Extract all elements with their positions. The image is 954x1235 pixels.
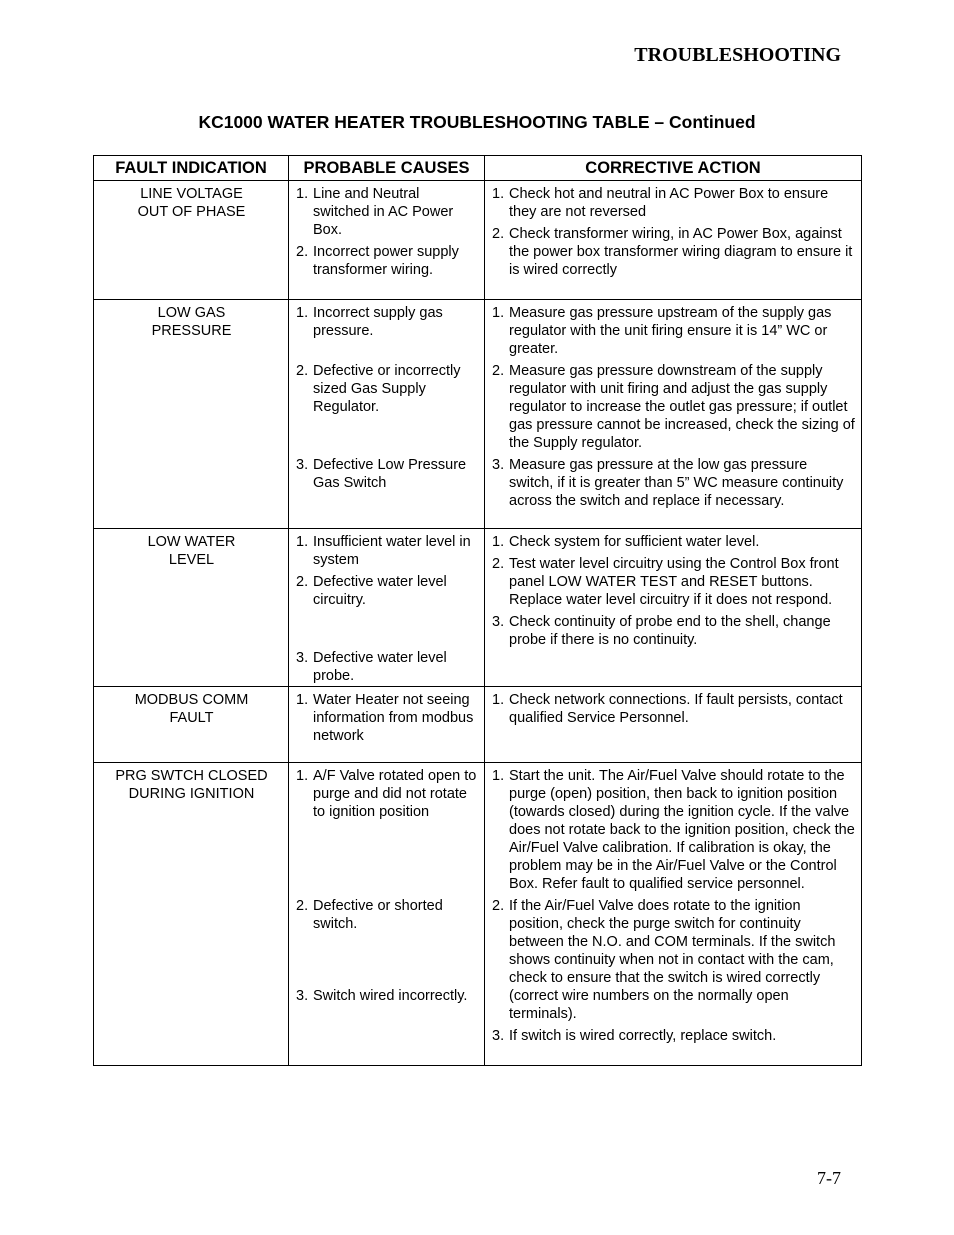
troubleshooting-table — [93, 155, 862, 1066]
fault-line: MODBUS COMM — [134, 692, 249, 708]
fault-line: OUT OF PHASE — [137, 204, 246, 220]
section-title: TROUBLESHOOTING — [634, 44, 841, 66]
column-header-fault: FAULT INDICATION — [94, 156, 289, 181]
action-item: 1. Start the unit. The Air/Fuel Valve should rotate to the purge (open) position, then back to ignition position (towards closed) during the ignition cycle. If the valve does not rotate back to the ignition position, check the Air/Fuel Valve calibration. If calibration is okay, the problem may be in the Air/Fuel Valve or the Control Box. Refer fault to qualified service personnel. — [492, 768, 855, 892]
corrective-action-cell — [485, 300, 862, 529]
action-item: 2. Measure gas pressure downstream of the supply regulator with unit firing and adjust the gas supply regulator to increase the outlet gas pressure; if outlet gas pressure cannot be increased, check the sizing of the Supply regulator. — [492, 363, 855, 451]
cause-item: 1. A/F Valve rotated open to purge and did not rotate to ignition position — [296, 768, 477, 820]
action-item: 3. If switch is wired correctly, replace switch. — [492, 1028, 777, 1044]
cause-item: 1. Line and Neutral switched in AC Power Box. — [296, 186, 454, 238]
table-row — [94, 181, 862, 300]
action-item: 1. Check system for sufficient water level. — [492, 534, 760, 550]
cause-item: 2. Defective water level circuitry. — [296, 574, 447, 608]
table-row — [94, 687, 862, 763]
cause-item: 3. Switch wired incorrectly. — [296, 988, 468, 1004]
action-item: 1. Check hot and neutral in AC Power Box to ensure they are not reversed — [492, 186, 829, 220]
fault-line: FAULT — [169, 710, 214, 726]
fault-line: PRESSURE — [151, 323, 232, 339]
action-item: 2. If the Air/Fuel Valve does rotate to the ignition position, check the purge switch for continuity between the N.O. and COM terminals. If the switch shows continuity when not in contact with the cam, check to ensure that the switch is wired correctly (correct wire numbers on the normally open terminals). — [492, 898, 836, 1022]
fault-indication-cell — [94, 181, 289, 300]
table-title: KC1000 WATER HEATER TROUBLESHOOTING TABLE – Continued — [198, 112, 756, 132]
corrective-action-cell — [485, 181, 862, 300]
fault-line: LINE VOLTAGE — [140, 186, 243, 202]
column-header-action: CORRECTIVE ACTION — [485, 156, 862, 181]
fault-indication-cell — [94, 300, 289, 529]
fault-indication-cell — [94, 687, 289, 763]
fault-line: LOW GAS — [157, 305, 226, 321]
probable-causes-cell — [289, 300, 485, 529]
fault-line: PRG SWTCH CLOSED — [115, 768, 268, 784]
cause-item: 2. Incorrect power supply transformer wiring. — [296, 244, 459, 278]
column-header-causes: PROBABLE CAUSES — [289, 156, 485, 181]
probable-causes-cell — [289, 687, 485, 763]
table-row — [94, 300, 862, 529]
cause-item: 3. Defective Low Pressure Gas Switch — [296, 457, 467, 491]
cause-item: 1. Insufficient water level in system — [296, 534, 471, 568]
page-number: 7-7 — [817, 1168, 841, 1188]
corrective-action-cell — [485, 763, 862, 1066]
action-item: 2. Check transformer wiring, in AC Power Box, against the power box transformer wiring diagram to ensure it is wired correctly — [492, 226, 853, 278]
table-row — [94, 529, 862, 687]
fault-indication-cell — [94, 529, 289, 687]
cause-item: 1. Water Heater not seeing information from modbus network — [296, 692, 474, 744]
probable-causes-cell — [289, 181, 485, 300]
fault-line: DURING IGNITION — [128, 786, 255, 802]
fault-line: LEVEL — [168, 552, 215, 568]
cause-item: 1. Incorrect supply gas pressure. — [296, 305, 443, 339]
action-item: 3. Measure gas pressure at the low gas pressure switch, if it is greater than 5” WC measure continuity across the switch and replace if necessary. — [492, 457, 844, 509]
action-item: 2. Test water level circuitry using the Control Box front panel LOW WATER TEST and RESET buttons. Replace water level circuitry if it does not respond. — [492, 556, 839, 608]
cause-item: 3. Defective water level probe. — [296, 650, 447, 684]
action-item: 1. Measure gas pressure upstream of the supply gas regulator with the unit firing ensure it is 14” WC or greater. — [492, 305, 832, 357]
corrective-action-cell — [485, 529, 862, 687]
probable-causes-cell — [289, 763, 485, 1066]
table-row — [94, 763, 862, 1066]
probable-causes-cell — [289, 529, 485, 687]
table-header-row — [94, 156, 862, 181]
fault-line: LOW WATER — [147, 534, 236, 550]
action-item: 1. Check network connections. If fault persists, contact qualified Service Personnel. — [492, 692, 843, 726]
cause-item: 2. Defective or shorted switch. — [296, 898, 443, 932]
cause-item: 2. Defective or incorrectly sized Gas Supply Regulator. — [296, 363, 461, 415]
fault-indication-cell — [94, 763, 289, 1066]
action-item: 3. Check continuity of probe end to the shell, change probe if there is no continuity. — [492, 614, 831, 648]
corrective-action-cell — [485, 687, 862, 763]
